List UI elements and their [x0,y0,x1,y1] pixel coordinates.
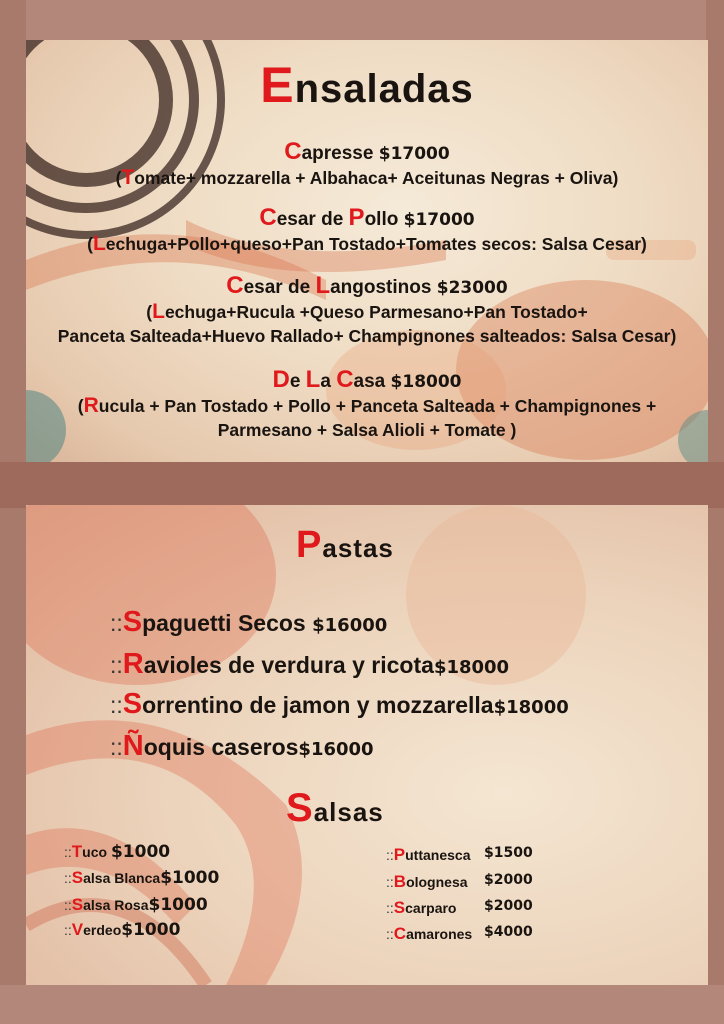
salad-item [26,204,708,256]
salsa-price: $1500 [484,845,533,861]
salad-item [26,138,708,190]
salad-price: $18000 [390,372,462,392]
salad-price: $23000 [436,278,508,298]
pasta-price: $18000 [433,657,510,678]
salad-price: $17000 [378,144,450,164]
title-initial: E [260,57,295,113]
salad-name: Capresse $17000 [284,138,450,165]
salad-description: (Rucula + Pan Tostado + Pollo + Panceta Salteada + Champignones + Parmesano + Salsa Alioli + Tomate ) [77,394,657,440]
pasta-price: $16000 [298,739,374,760]
salad-description: (Lechuga+Pollo+queso+Pan Tostado+Tomates secos: Salsa Cesar) [87,232,647,255]
salsa-price: $2000 [484,872,533,888]
pasta-item: ::Sorrentino de jamon y mozzarella$18000 [110,688,569,720]
section-divider-band [0,462,724,508]
salad-name: Cesar de Pollo $17000 [259,204,475,231]
salsa-item: ::Camarones [386,924,473,943]
pasta-item: ::Ñoquis caseros$16000 [110,730,374,762]
pasta-item: ::Ravioles de verdura y ricota$18000 [110,648,510,680]
salsa-item: ::Tuco $1000 [64,842,171,862]
salsa-item: ::Salsa Rosa$1000 [64,895,208,915]
salsa-item: ::Scarparo [386,898,457,917]
title-rest: nsaladas [294,67,474,111]
frame-left [0,0,26,1024]
salsa-item: ::Verdeo$1000 [64,920,181,940]
salsa-price: $1000 [121,920,181,940]
salsa-price: $4000 [484,924,533,940]
salsa-item: ::Puttanesca [386,845,471,864]
frame-bottom [0,985,724,1024]
salsas-title: Salsas [286,786,384,830]
salsa-item: ::Bolognesa [386,872,468,891]
ensaladas-title [26,56,708,114]
salsa-item: ::Salsa Blanca$1000 [64,868,220,888]
pasta-item: ::Spaguetti Secos $16000 [110,606,388,638]
salsa-price: $1000 [160,868,220,888]
salad-name: Cesar de Langostinos $23000 [226,272,508,299]
salad-price: $17000 [403,210,475,230]
frame-top [0,0,724,40]
salsa-price: $1000 [148,895,208,915]
pasta-price: $18000 [493,697,569,718]
frame-right [706,0,724,1024]
salad-item [26,272,708,348]
salad-name: De La Casa $18000 [272,366,462,393]
salsa-price: $1000 [110,842,171,862]
pasta-price: $16000 [312,615,388,636]
salsa-price: $2000 [484,898,533,914]
pastas-title: Pastas [296,524,394,566]
salad-description: (Tomate+ mozzarella + Albahaca+ Aceitunas Negras + Oliva) [115,166,619,189]
salad-description: (Lechuga+Rucula +Queso Parmesano+Pan Tostado+ Panceta Salteada+Huevo Rallado+ Champignones salteados: Salsa Cesar) [57,300,677,346]
salad-item [26,366,708,442]
